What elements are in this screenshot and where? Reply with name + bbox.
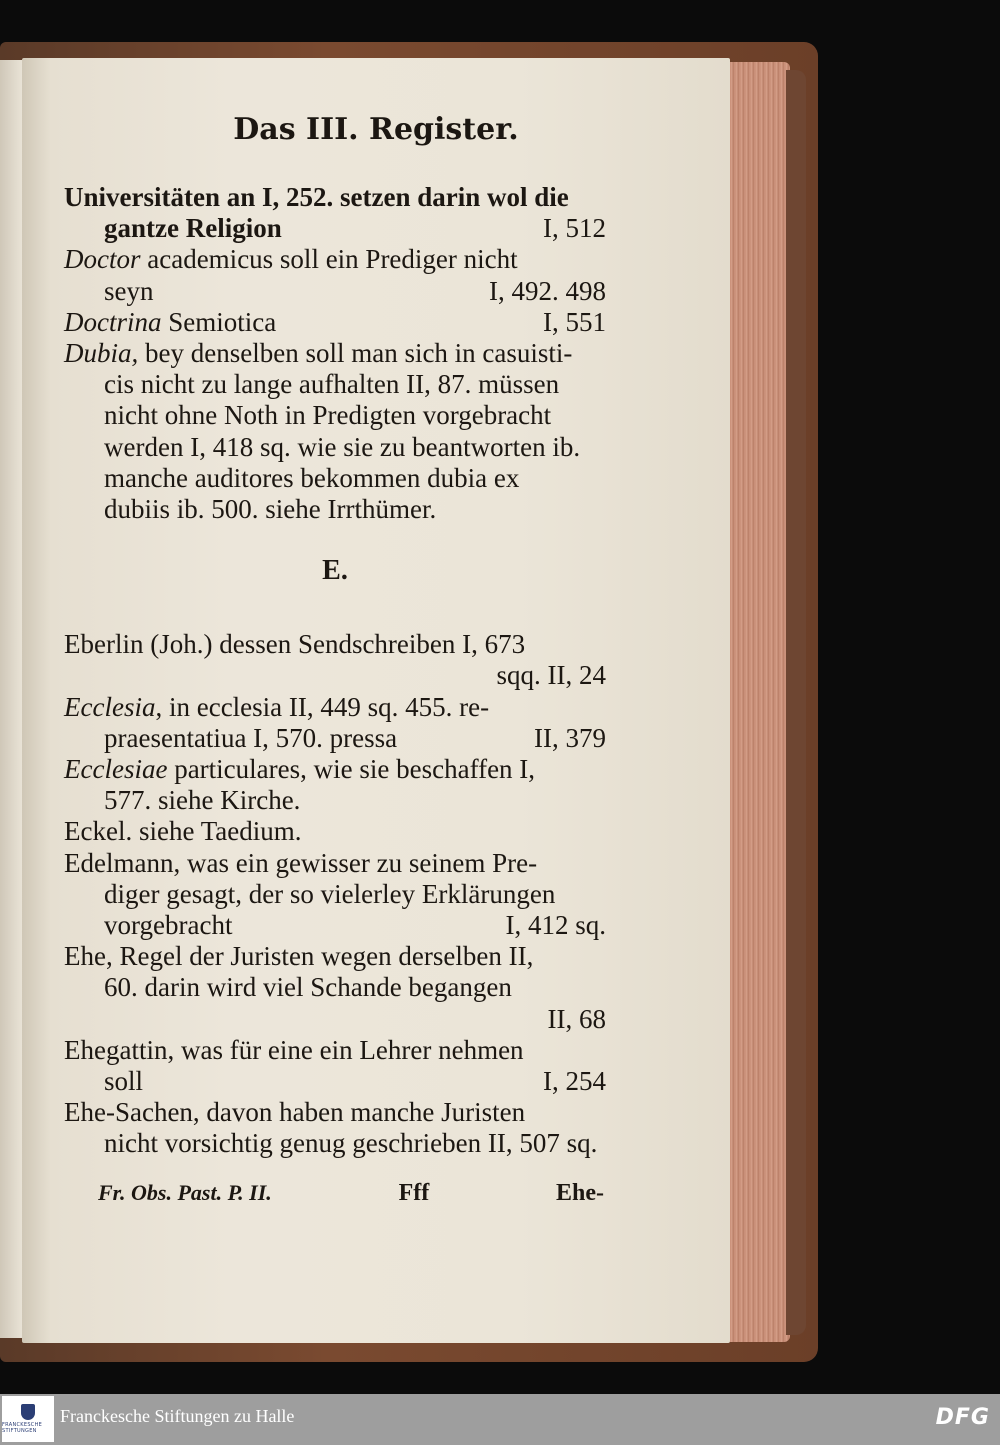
line-text: academicus soll ein Prediger nicht [147,244,518,275]
line-text: , in ecclesia II, 449 sq. 455. re- [155,691,490,722]
signature-mark: Fff [398,1180,430,1206]
entry-line [64,338,606,369]
institution-name[interactable]: Franckesche Stiftungen zu Halle [60,1406,295,1426]
entry-line [64,723,606,754]
entry-eckel [64,816,606,847]
entry-line: Edelmann, was ein gewisser zu seinem Pre- [64,847,538,878]
page-ref: I, 551 [543,306,606,337]
page-ref: I, 512 [543,213,606,244]
entry-line [64,910,606,941]
entry-ehegattin [64,1035,606,1097]
signature-line: Fr. Obs. Past. P. II. [98,1180,272,1205]
entry-line: Ehe-Sachen, davon haben manche Juristen [64,1097,526,1128]
entry-ehe [64,941,606,1035]
entry-line: Eckel. siehe Taedium. [64,816,302,847]
entry-head: Ecclesia [64,691,156,722]
entry-dubia [64,338,606,525]
page-ref: I, 492. 498 [489,275,606,306]
entry-line: Eberlin (Joh.) dessen Sendschreiben I, 673 [64,629,526,660]
entry-line: Universitäten an I, 252. setzen darin wol die [64,182,569,212]
page-ref: I, 254 [543,1066,606,1097]
entry-ecclesia [64,692,606,754]
page-ref: II, 379 [534,722,606,753]
section-letter: E. [322,555,348,587]
entry-ehe-sachen [64,1097,606,1159]
entry-line: manche auditores bekommen dubia ex [104,462,520,493]
entry-line: Ehegattin, was für eine ein Lehrer nehmen [64,1034,524,1065]
entry-line [64,1066,606,1097]
entry-line: nicht ohne Noth in Predigten vorgebracht [104,400,552,431]
page-footer [98,1180,604,1207]
catchword: Ehe- [556,1180,604,1206]
entry-eberlin [64,629,606,691]
entry-universitaeten [64,182,606,244]
entry-line: 60. darin wird viel Schande begangen [104,972,512,1003]
line-text: praesentatiua I, 570. pressa [104,722,398,753]
entry-line: werden I, 418 sq. wie sie zu beantworten ib. [104,431,581,462]
logo-text: FRANCKESCHE STIFTUNGEN [2,1422,43,1434]
institution-logo[interactable] [2,1396,54,1442]
entry-line [64,213,606,244]
page-block-edge [730,62,790,1342]
line-text: particulares, wie sie beschaffen I, [174,754,536,785]
line-text: Semiotica [168,306,277,337]
entry-head: Doctor [64,244,141,275]
entry-line: diger gesagt, der so vielerley Erklärungen [104,878,556,909]
page-ref: I, 412 sq. [505,910,606,941]
cover-edge [786,70,806,1335]
entry-line: II, 68 [547,1003,606,1034]
entry-head: Doctrina [64,306,162,337]
register-text [64,182,606,1160]
entry-line: Ehe, Regel der Juristen wegen derselben II, [64,941,534,972]
line-text: bey denselben soll man sich in casuisti- [145,338,573,369]
entry-line: sqq. II, 24 [496,660,606,691]
entry-line: dubiis ib. 500. siehe Irrthümer. [104,494,437,525]
entry-line [64,244,606,275]
entry-head: Ecclesiae [64,754,168,785]
entry-line: nicht vorsichtig genug geschrieben II, 507 sq. [104,1128,598,1159]
left-page-edge [0,60,22,1338]
line-text: gantze Religion [104,213,282,244]
crest-icon [21,1404,35,1420]
viewer-footer-bar [0,1394,1000,1445]
entry-edelmann [64,848,606,942]
dfg-logo[interactable]: DFG [935,1405,990,1430]
running-header: Das III. Register. [233,112,519,147]
entry-line: 577. siehe Kirche. [104,785,301,816]
entry-head: Dubia, [64,338,139,369]
entry-doctor [64,244,606,306]
line-text: vorgebracht [104,910,233,941]
entry-line: cis nicht zu lange aufhalten II, 87. müssen [104,369,560,400]
entry-doctrina [64,307,606,338]
entry-ecclesiae [64,754,606,816]
entry-line [64,692,606,723]
entry-line [64,754,606,785]
entry-line [64,276,606,307]
line-text: seyn [104,275,154,306]
line-text: soll [104,1066,144,1097]
entry-line [64,307,606,338]
